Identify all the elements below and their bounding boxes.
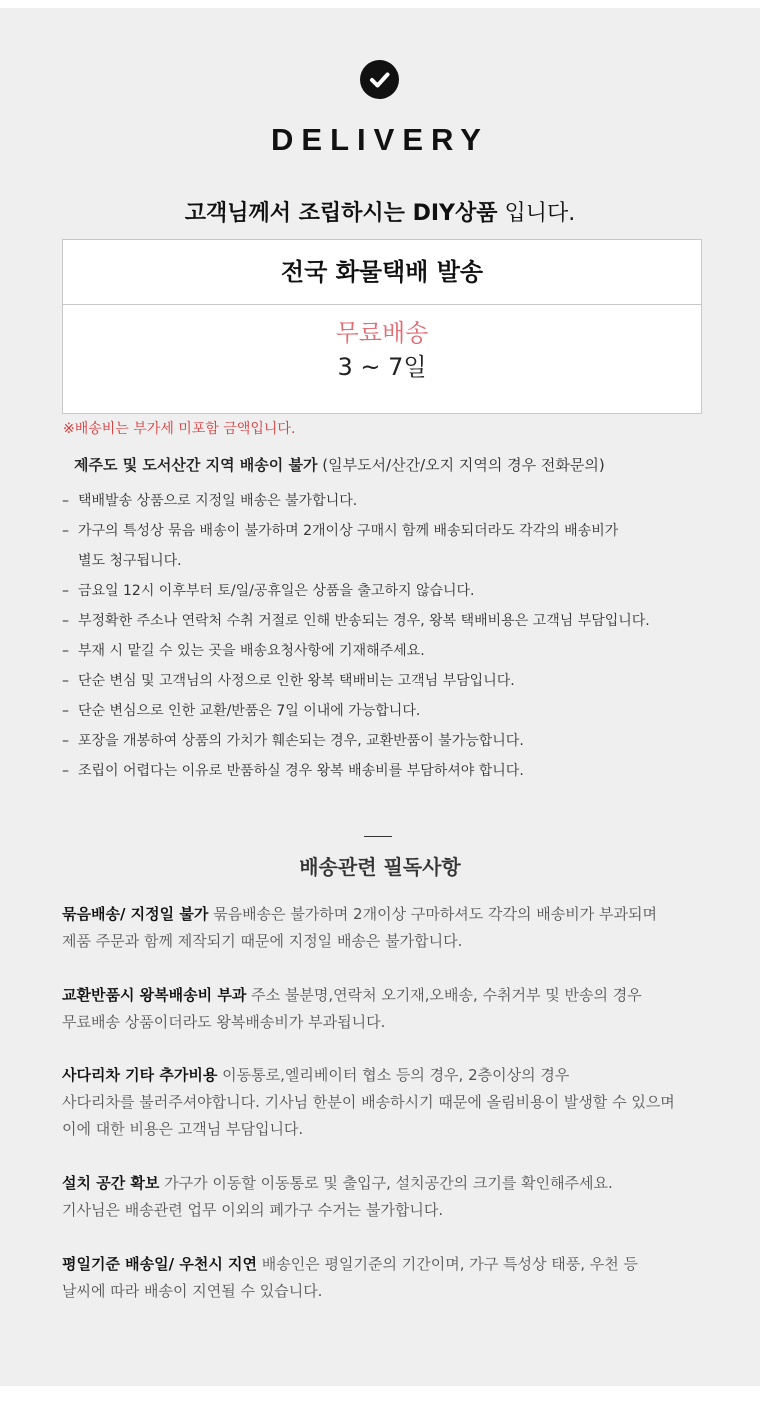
- shipping-info-box: [62, 239, 702, 414]
- notice-item: – 금요일 12시 이후부터 토/일/공휴일은 상품을 출고하지 않습니다.: [62, 583, 475, 599]
- subtitle-rest: 입니다.: [497, 201, 576, 226]
- must-read-title: 사다리차 기타 추가비용: [62, 1066, 218, 1084]
- must-read-item: 묶음배송/ 지정일 불가 묶음배송은 불가하며 2개이상 구마하셔도 각각의 배송비가 부과되며 제품 주문과 함께 제작되기 때문에 지정일 배송은 불가합니다.: [62, 905, 657, 950]
- jeju-note: [74, 454, 605, 475]
- notice-item: – 부정확한 주소나 연락처 수취 거절로 인해 반송되는 경우, 왕복 택배비용은 고객님 부담입니다.: [62, 613, 650, 629]
- must-read-title: 평일기준 배송일/ 우천시 지연: [62, 1255, 258, 1273]
- notice-item: – 가구의 특성상 묶음 배송이 불가하며 2개이상 구매시 함께 배송되더라도 각각의 배송비가: [62, 523, 619, 539]
- page-title: DELIVERY: [271, 122, 489, 157]
- must-read-item: 평일기준 배송일/ 우천시 지연 배송인은 평일기준의 기간이며, 가구 특성상 태풍, 우천 등 날씨에 따라 배송이 지연될 수 있습니다.: [62, 1255, 638, 1300]
- notice-list: [62, 486, 732, 786]
- must-read-title: 묶음배송/ 지정일 불가: [62, 905, 209, 923]
- vat-note: ※배송비는 부가세 미포함 금액입니다.: [63, 421, 296, 437]
- shipping-fee: 무료배송: [335, 319, 429, 347]
- must-read-title: 설치 공간 확보: [62, 1174, 160, 1192]
- section-title: 배송관련 필독사항: [299, 855, 461, 879]
- notice-item: – 부재 시 맡길 수 있는 곳을 배송요청사항에 기재해주세요.: [62, 643, 425, 659]
- subtitle-bold: 고객님께서 조립하시는 DIY상품: [184, 201, 498, 226]
- notice-item: – 단순 변심 및 고객님의 사정으로 인한 왕복 택배비는 고객님 부담입니다.: [62, 673, 515, 689]
- check-circle-icon: [360, 60, 399, 99]
- must-read-title: 교환반품시 왕복배송비 부과: [62, 986, 247, 1004]
- jeju-note-rest: (일부도서/산간/오지 지역의 경우 전화문의): [317, 456, 605, 474]
- subtitle: [0, 196, 760, 227]
- notice-item-continued: 별도 청구됩니다.: [78, 553, 182, 569]
- notice-item: – 단순 변심으로 인한 교환/반품은 7일 이내에 가능합니다.: [62, 703, 421, 719]
- notice-item: – 포장을 개봉하여 상품의 가치가 훼손되는 경우, 교환반품이 불가능합니다.: [62, 733, 524, 749]
- must-read-item: 사다리차 기타 추가비용 이동통로,엘리베이터 협소 등의 경우, 2층이상의 경우 사다리차를 불러주셔야합니다. 기사님 한분이 배송하시기 때문에 올림비용이 발생할 수 있으며 이에 대한 비용은 고객님 부담입니다.: [62, 1066, 675, 1138]
- jeju-note-bold: 제주도 및 도서산간 지역 배송이 불가: [74, 456, 318, 474]
- shipping-duration: 3 ~ 7일: [337, 353, 427, 381]
- notice-item: – 택배발송 상품으로 지정일 배송은 불가합니다.: [62, 493, 358, 509]
- notice-item: – 조립이 어렵다는 이유로 반품하실 경우 왕복 배송비를 부담하셔야 합니다.: [62, 763, 524, 779]
- section-divider: [364, 836, 392, 837]
- shipping-method: 전국 화물택배 발송: [63, 240, 701, 305]
- must-read-item: 교환반품시 왕복배송비 부과 주소 불분명,연락처 오기재,오배송, 수취거부 및 반송의 경우 무료배송 상품이더라도 왕복배송비가 부과됩니다.: [62, 986, 642, 1031]
- must-read-item: 설치 공간 확보 가구가 이동할 이동통로 및 출입구, 설치공간의 크기를 확인해주세요. 기사님은 배송관련 업무 이외의 폐가구 수거는 불가합니다.: [62, 1174, 613, 1219]
- delivery-panel: [0, 8, 760, 1386]
